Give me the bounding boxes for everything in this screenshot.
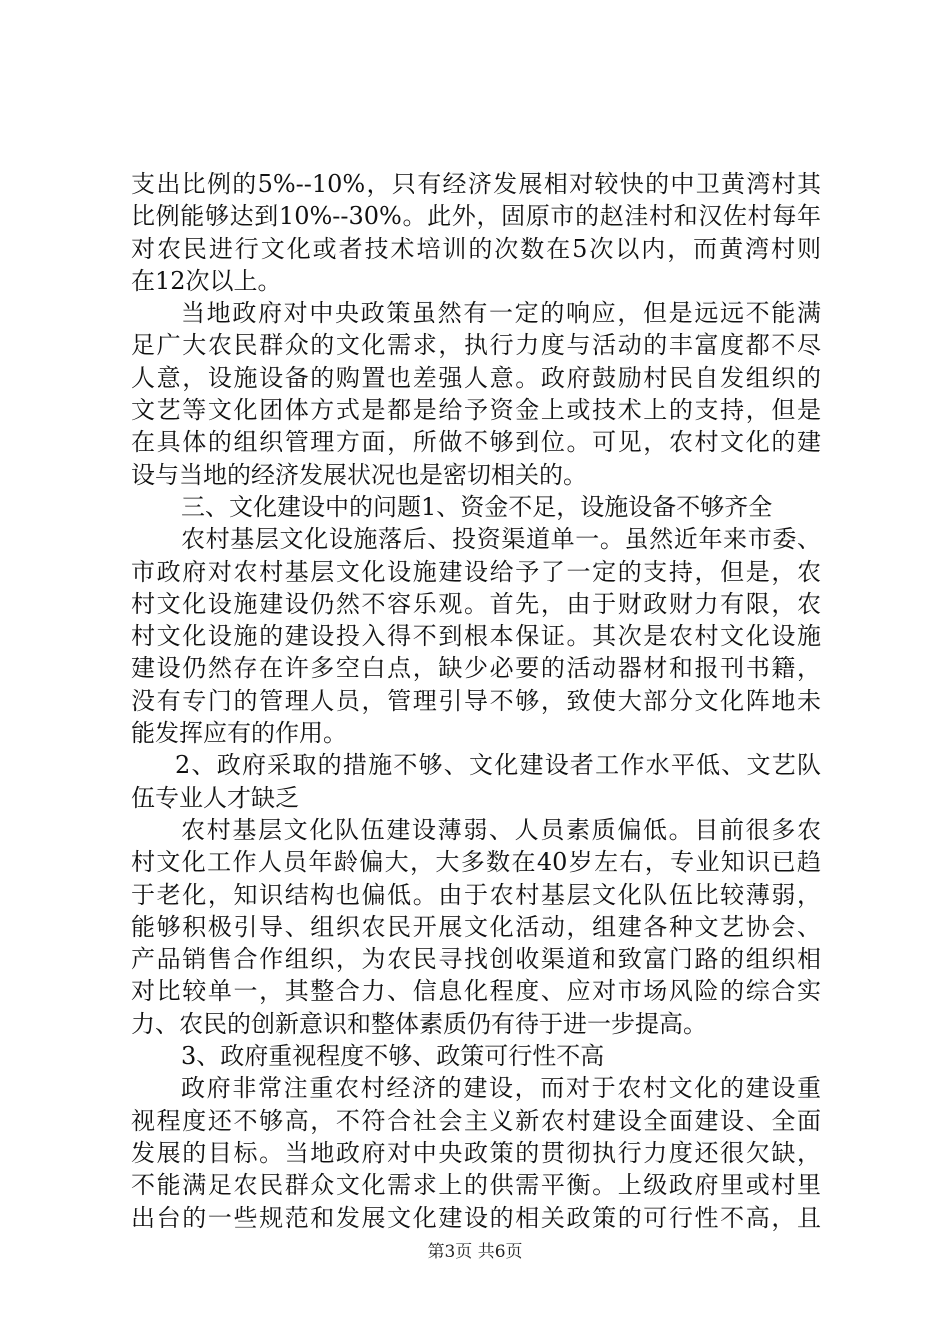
text-line: 农村基层文化队伍建设薄弱、人员素质偏低。目前很多农 [181, 815, 821, 844]
page-number-footer: 第3页 共6页 [427, 1242, 523, 1262]
text-line: 政府非常注重农村经济的建设，而对于农村文化的建设重 [181, 1074, 821, 1103]
subheading-line: 伍专业人才缺乏 [131, 783, 299, 812]
text-line: 村文化工作人员年龄偏大，大多数在40岁左右，专业知识已趋 [131, 848, 821, 877]
text-line: 农村基层文化设施落后、投资渠道单一。虽然近年来市委、 [181, 525, 821, 554]
subheading-line: 3、政府重视程度不够、政策可行性不高 [181, 1042, 605, 1071]
text-line: 产品销售合作组织，为农民寻找创收渠道和致富门路的组织相 [131, 945, 821, 974]
text-line: 设与当地的经济发展状况也是密切相关的。 [131, 460, 587, 489]
text-line: 对比较单一，其整合力、信息化程度、应对市场风险的综合实 [131, 977, 821, 1006]
text-line: 出台的一些规范和发展文化建设的相关政策的可行性不高，且 [131, 1203, 821, 1232]
text-line: 文艺等文化团体方式是都是给予资金上或技术上的支持，但是 [131, 396, 821, 425]
text-line: 于老化，知识结构也偏低。由于农村基层文化队伍比较薄弱， [131, 880, 821, 909]
text-line: 支出比例的5%--10%，只有经济发展相对较快的中卫黄湾村其 [131, 170, 821, 198]
text-line: 足广大农民群众的文化需求，执行力度与活动的丰富度都不尽 [131, 331, 821, 360]
text-line: 能够积极引导、组织农民开展文化活动，组建各种文艺协会、 [131, 912, 821, 941]
text-line: 比例能够达到10%--30%。此外，固原市的赵洼村和汉佐村每年 [131, 202, 821, 231]
text-line: 建设仍然存在许多空白点，缺少必要的活动器材和报刊书籍， [131, 654, 821, 683]
text-line: 发展的目标。当地政府对中央政策的贯彻执行力度还很欠缺， [131, 1138, 821, 1167]
text-line: 在具体的组织管理方面，所做不够到位。可见，农村文化的建 [131, 428, 821, 457]
text-line: 村文化设施的建设投入得不到根本保证。其次是农村文化设施 [131, 622, 821, 651]
text-line: 视程度还不够高，不符合社会主义新农村建设全面建设、全面 [131, 1106, 821, 1135]
section-heading: 三、文化建设中的问题1、资金不足，设施设备不够齐全 [181, 492, 773, 521]
text-line: 在12次以上。 [131, 266, 282, 295]
text-line: 当地政府对中央政策虽然有一定的响应，但是远远不能满 [181, 299, 821, 328]
text-line: 没有专门的管理人员，管理引导不够，致使大部分文化阵地未 [131, 686, 821, 715]
text-line: 对农民进行文化或者技术培训的次数在5次以内，而黄湾村则 [131, 234, 821, 263]
text-line: 人意，设施设备的购置也差强人意。政府鼓励村民自发组织的 [131, 363, 821, 392]
text-line: 村文化设施建设仍然不容乐观。首先，由于财政财力有限，农 [131, 589, 821, 618]
text-line: 市政府对农村基层文化设施建设给予了一定的支持，但是，农 [131, 557, 821, 586]
text-line: 力、农民的创新意识和整体素质仍有待于进一步提高。 [131, 1009, 707, 1038]
document-body [131, 168, 821, 1234]
subheading-line: 2、政府采取的措施不够、文化建设者工作水平低、文艺队 [175, 751, 821, 780]
text-line: 能发挥应有的作用。 [131, 719, 347, 748]
text-line: 不能满足农民群众文化需求上的供需平衡。上级政府里或村里 [131, 1171, 821, 1200]
